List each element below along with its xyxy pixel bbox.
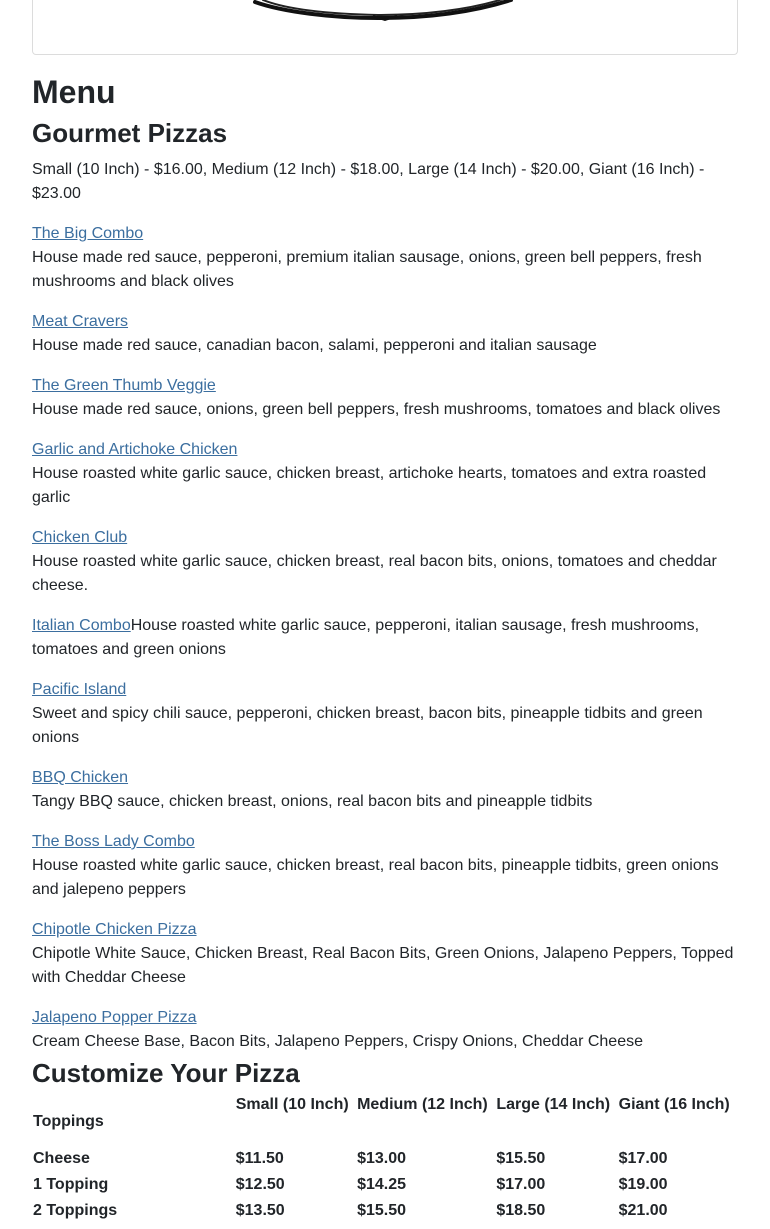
menu-item xyxy=(32,438,738,510)
logo-image xyxy=(33,0,737,54)
pizza-link-chipotle-chicken[interactable]: Chipotle Chicken Pizza xyxy=(32,921,197,938)
table-cell: $12.50 xyxy=(235,1176,285,1193)
table-cell: $14.25 xyxy=(357,1176,406,1193)
pizza-link-the-big-combo[interactable]: The Big Combo xyxy=(32,225,144,242)
table-header-row xyxy=(32,1094,738,1146)
pizza-link-pacific-island[interactable]: Pacific Island xyxy=(32,681,127,698)
pizza-description: Tangy BBQ sauce, chicken breast, onions, real bacon bits and pineapple tidbits xyxy=(32,793,593,810)
pizza-description: House made red sauce, onions, green bell peppers, fresh mushrooms, tomatoes and black olives xyxy=(32,401,721,418)
pizza-description: House roasted white garlic sauce, chicken breast, artichoke hearts, tomatoes and extra roasted garlic xyxy=(32,465,707,506)
table-cell: $21.00 xyxy=(618,1202,668,1219)
pizza-link-garlic-artichoke-chicken[interactable]: Garlic and Artichoke Chicken xyxy=(32,441,238,458)
menu-item xyxy=(32,374,738,422)
table-cell: $15.50 xyxy=(496,1150,546,1167)
column-header: Small (10 Inch) xyxy=(235,1096,349,1113)
column-header: Giant (16 Inch) xyxy=(618,1096,730,1113)
size-prices: Small (10 Inch) - $16.00, Medium (12 Inch) - $18.00, Large (14 Inch) - $20.00, Giant (16 Inch) - $23.00 xyxy=(32,161,705,202)
column-header: Large (14 Inch) xyxy=(496,1096,611,1113)
menu-item xyxy=(32,310,738,358)
customize-price-table xyxy=(32,1094,738,1224)
menu-title: Menu xyxy=(32,74,116,110)
menu-content xyxy=(32,70,738,1224)
pizza-link-jalapeno-popper[interactable]: Jalapeno Popper Pizza xyxy=(32,1009,197,1026)
menu-item xyxy=(32,830,738,902)
pizza-description: Cream Cheese Base, Bacon Bits, Jalapeno Peppers, Crispy Onions, Cheddar Cheese xyxy=(32,1033,643,1050)
table-row xyxy=(32,1172,738,1198)
menu-item xyxy=(32,526,738,598)
table-cell: $11.50 xyxy=(235,1150,284,1167)
table-cell: 1 Topping xyxy=(33,1176,109,1193)
menu-item xyxy=(32,614,738,662)
pizza-link-boss-lady-combo[interactable]: The Boss Lady Combo xyxy=(32,833,195,850)
menu-item xyxy=(32,222,738,294)
column-header: Medium (12 Inch) xyxy=(357,1096,488,1113)
table-row xyxy=(32,1198,738,1224)
pizza-link-bbq-chicken[interactable]: BBQ Chicken xyxy=(32,769,129,786)
gourmet-pizzas-heading: Gourmet Pizzas xyxy=(32,118,228,148)
pizza-description: House made red sauce, canadian bacon, salami, pepperoni and italian sausage xyxy=(32,337,597,354)
menu-item xyxy=(32,678,738,750)
pizza-description: House made red sauce, pepperoni, premium italian sausage, onions, green bell peppers, fresh mushrooms and black olives xyxy=(32,249,702,290)
table-cell: $15.50 xyxy=(357,1202,406,1219)
menu-item xyxy=(32,766,738,814)
table-cell: 2 Toppings xyxy=(33,1202,118,1219)
pizza-description: Sweet and spicy chili sauce, pepperoni, chicken breast, bacon bits, pineapple tidbits and green onions xyxy=(32,705,703,746)
table-cell: Cheese xyxy=(33,1150,90,1167)
pizza-link-meat-cravers[interactable]: Meat Cravers xyxy=(32,313,129,330)
pizza-description: House roasted white garlic sauce, chicken breast, real bacon bits, onions, tomatoes and cheddar cheese. xyxy=(32,553,717,594)
table-cell: $13.50 xyxy=(235,1202,285,1219)
pizza-link-italian-combo[interactable]: Italian Combo xyxy=(32,617,131,634)
table-row xyxy=(32,1146,738,1172)
logo-card xyxy=(32,0,738,55)
table-cell: $19.00 xyxy=(618,1176,668,1193)
pizza-link-green-thumb-veggie[interactable]: The Green Thumb Veggie xyxy=(32,377,216,394)
pizza-link-chicken-club[interactable]: Chicken Club xyxy=(32,529,128,546)
pizza-description: House roasted white garlic sauce, chicken breast, real bacon bits, pineapple tidbits, green onions and jalepeno peppers xyxy=(32,857,719,898)
table-cell: $17.00 xyxy=(618,1150,668,1167)
customize-heading: Customize Your Pizza xyxy=(32,1058,300,1088)
table-cell: $17.00 xyxy=(496,1176,546,1193)
column-header: Toppings xyxy=(33,1113,104,1130)
pizza-description: House roasted white garlic sauce, pepperoni, italian sausage, fresh mushrooms, tomatoes and green onions xyxy=(32,617,700,658)
menu-item xyxy=(32,1006,738,1054)
menu-item xyxy=(32,918,738,990)
table-cell: $18.50 xyxy=(496,1202,546,1219)
pizza-description: Chipotle White Sauce, Chicken Breast, Real Bacon Bits, Green Onions, Jalapeno Peppers, Topped with Cheddar Cheese xyxy=(32,945,734,986)
table-cell: $13.00 xyxy=(357,1150,406,1167)
